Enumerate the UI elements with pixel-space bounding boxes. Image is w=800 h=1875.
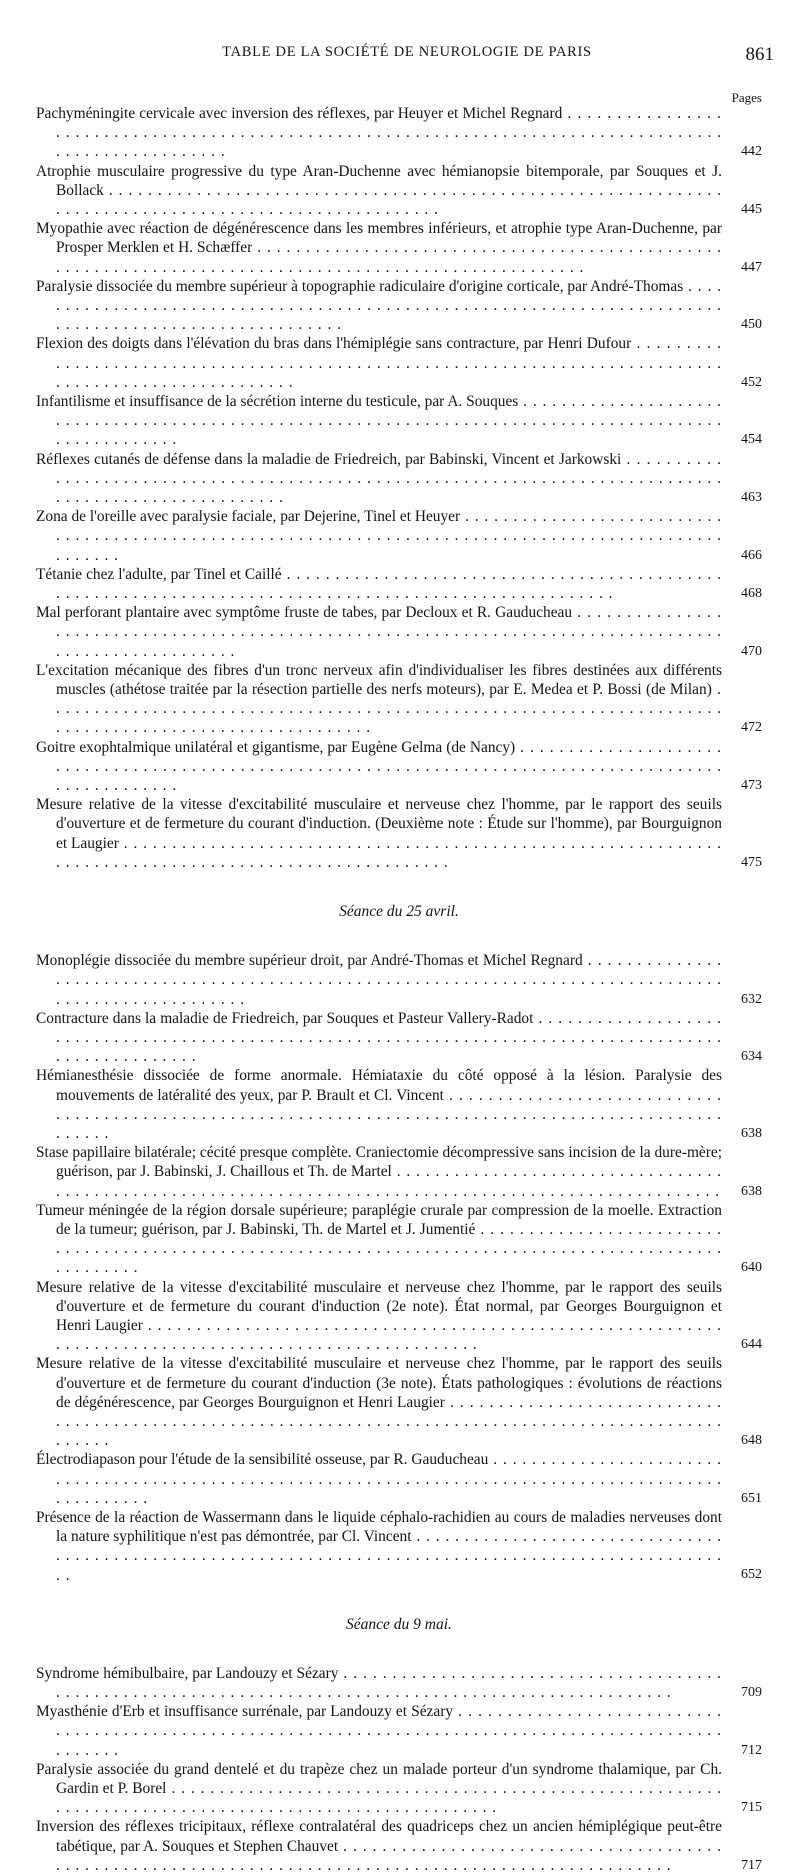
toc-entry-text: Mesure relative de la vitesse d'excitabilité musculaire et nerveuse chez l'homme, par le rapport des seuils d'ouverture et de fermeture du courant d'induction (3e note). États pathologiques : évolutions de réactions de dégénérescence, par Georges Bourguignon et Henri Laugier . . .	[36, 1355, 722, 1449]
toc-entry-page: 470	[741, 643, 762, 659]
toc-entry-text: Paralysie dissociée du membre supérieur à topographie radiculaire d'origine corticale, par André-Thomas . . .	[36, 278, 722, 333]
toc-entry	[36, 277, 762, 335]
toc-entry-text: Contracture dans la maladie de Friedreich, par Souques et Pasteur Vallery-Radot . . .	[36, 1010, 722, 1065]
toc-entry	[36, 1702, 762, 1760]
toc-entry-text: Infantilisme et insuffisance de la sécrétion interne du testicule, par A. Souques . . .	[36, 393, 722, 448]
toc-entry	[36, 1450, 762, 1508]
toc-entry-page: 450	[741, 317, 762, 333]
toc-entry-text: Goitre exophtalmique unilatéral et gigantisme, par Eugène Gelma (de Nancy) . . .	[36, 739, 722, 794]
toc-entry-text: Électrodiapason pour l'étude de la sensibilité osseuse, par R. Gauducheau . . .	[36, 1451, 722, 1506]
toc-entry-text: Tumeur méningée de la région dorsale supérieure; paraplégie crurale par compression de la moelle. Extraction de la tumeur; guérison, par J. Babinski, Th. de Martel et J. Jumentié . . .	[36, 1202, 722, 1277]
toc-entry	[36, 565, 762, 603]
running-head	[40, 44, 774, 66]
toc-entry-page: 473	[741, 777, 762, 793]
toc-entry-text: Monoplégie dissociée du membre supérieur droit, par André-Thomas et Michel Regnard . . .	[36, 952, 722, 1007]
toc-entry-page: 717	[741, 1857, 762, 1873]
toc-entry	[36, 603, 762, 661]
toc-entry-text: Paralysie associée du grand dentelé et du trapèze chez un malade porteur d'un syndrome thalamique, par Ch. Gardin et P. Borel . . .	[36, 1761, 722, 1816]
toc-entry-text: Flexion des doigts dans l'élévation du bras dans l'hémiplégie sans contracture, par Henri Dufour . . .	[36, 335, 722, 390]
toc-entry-text: Hémianesthésie dissociée de forme anormale. Hémiataxie du côté opposé à la lésion. Paralysie des mouvements de latéralité des yeux, par P. Brault et Cl. Vincent . . .	[36, 1067, 722, 1142]
toc-entry	[36, 1009, 762, 1067]
toc-entry-page: 712	[741, 1742, 762, 1758]
page-number: 861	[745, 44, 774, 65]
toc-entry-text: Syndrome hémibulbaire, par Landouzy et Sézary . . .	[36, 1665, 722, 1701]
toc-entry-page: 445	[741, 201, 762, 217]
toc-entry-text: Mesure relative de la vitesse d'excitabilité musculaire et nerveuse chez l'homme, par le rapport des seuils d'ouverture et de fermeture du courant d'induction (2e note). État normal, par Georges Bourguignon et Henri Laugier . . .	[36, 1279, 722, 1354]
toc-entry	[36, 1354, 762, 1450]
toc-entry-page: 638	[741, 1125, 762, 1141]
toc-entry-page: 651	[741, 1490, 762, 1506]
toc-entry-page: 632	[741, 991, 762, 1007]
toc-entry-text: Réflexes cutanés de défense dans la maladie de Friedreich, par Babinski, Vincent et Jarkowski . . .	[36, 451, 722, 506]
toc-entry-text: Inversion des réflexes tricipitaux, réflexe contralatéral des quadriceps chez un ancien hémiplégique peut-être tabétique, par A. Souques et Stephen Chauvet . . .	[36, 1818, 722, 1873]
toc-entry	[36, 661, 762, 738]
session-heading: Séance du 9 mai.	[346, 1615, 452, 1633]
toc-entry-page: 454	[741, 432, 762, 448]
toc-entry	[36, 507, 762, 565]
toc-entry	[36, 219, 762, 277]
toc-entry-text: Tétanie chez l'adulte, par Tinel et Caillé . . .	[36, 566, 722, 602]
toc-entry-page: 475	[741, 854, 762, 870]
toc-entry-page: 638	[741, 1183, 762, 1199]
toc-entry-text: Pachyméningite cervicale avec inversion des réflexes, par Heuyer et Michel Regnard . . .	[36, 105, 722, 160]
toc-entry	[36, 1760, 762, 1818]
toc-entry-text: Myasthénie d'Erb et insuffisance surrénale, par Landouzy et Sézary . . .	[36, 1703, 722, 1758]
toc-entry-page: 644	[741, 1337, 762, 1353]
toc-entry-page: 634	[741, 1049, 762, 1065]
toc-entry-text: Mal perforant plantaire avec symptôme fruste de tabes, par Decloux et R. Gauducheau . . .	[36, 604, 722, 659]
toc-entry-page: 466	[741, 547, 762, 563]
toc-entry-page: 715	[741, 1800, 762, 1816]
toc-entry-text: Présence de la réaction de Wassermann dans le liquide céphalo-rachidien au cours de maladies nerveuses dont la nature syphilitique n'est pas démontrée, par Cl. Vincent . . .	[36, 1509, 722, 1584]
toc-entry-page: 648	[741, 1433, 762, 1449]
toc-entry	[36, 1508, 762, 1585]
toc-entry	[36, 1817, 762, 1875]
toc-entry	[36, 951, 762, 1009]
toc-entry-text: Myopathie avec réaction de dégénérescence dans les membres inférieurs, et atrophie type Aran-Duchenne, par Prosper Merklen et H. Schæffer . . .	[36, 220, 722, 275]
session-heading: Séance du 25 avril.	[339, 902, 459, 920]
toc-entry	[36, 450, 762, 508]
toc-entry-page: 468	[741, 585, 762, 601]
running-title: TABLE DE LA SOCIÉTÉ DE NEUROLOGIE DE PARIS	[222, 44, 592, 60]
toc-entry-page: 472	[741, 720, 762, 736]
toc-entry-text: Mesure relative de la vitesse d'excitabilité musculaire et nerveuse chez l'homme, par le rapport des seuils d'ouverture et de fermeture du courant d'induction. (Deuxième note : Étude sur l'homme), par Bourguignon et Laugier . . .	[36, 796, 722, 871]
toc-entry	[36, 1278, 762, 1355]
toc-entry-text: Zona de l'oreille avec paralysie faciale, par Dejerine, Tinel et Heuyer . . .	[36, 508, 722, 563]
toc-entry-text: Atrophie musculaire progressive du type Aran-Duchenne avec hémianopsie bitemporale, par Souques et J. Bollack . . .	[36, 163, 722, 218]
toc-entry	[36, 392, 762, 450]
table-of-contents	[36, 104, 762, 1875]
toc-entry-page: 640	[741, 1260, 762, 1276]
toc-entry-page: 709	[741, 1685, 762, 1701]
toc-entry	[36, 1664, 762, 1702]
pages-column-label: Pages	[731, 90, 762, 105]
toc-entry-page: 652	[741, 1567, 762, 1583]
toc-entry	[36, 1066, 762, 1143]
toc-entry-text: Stase papillaire bilatérale; cécité presque complète. Craniectomie décompressive sans incision de la dure-mère; guérison, par J. Babinski, J. Chaillous et Th. de Martel . . .	[36, 1144, 722, 1199]
toc-entry	[36, 104, 762, 162]
toc-entry	[36, 1201, 762, 1278]
toc-entry	[36, 162, 762, 220]
toc-entry	[36, 1143, 762, 1201]
toc-entry-text: L'excitation mécanique des fibres d'un tronc nerveux afin d'individualiser les fibres destinées aux différents muscles (athétose traitée par la résection partielle des nerfs moteurs), par E. Medea et P. Bossi (de Milan) . . .	[36, 662, 722, 737]
toc-entry-page: 442	[741, 144, 762, 160]
toc-entry	[36, 334, 762, 392]
toc-entry-page: 447	[741, 259, 762, 275]
toc-entry-page: 452	[741, 374, 762, 390]
toc-entry	[36, 738, 762, 796]
toc-entry	[36, 795, 762, 872]
toc-entry-page: 463	[741, 489, 762, 505]
